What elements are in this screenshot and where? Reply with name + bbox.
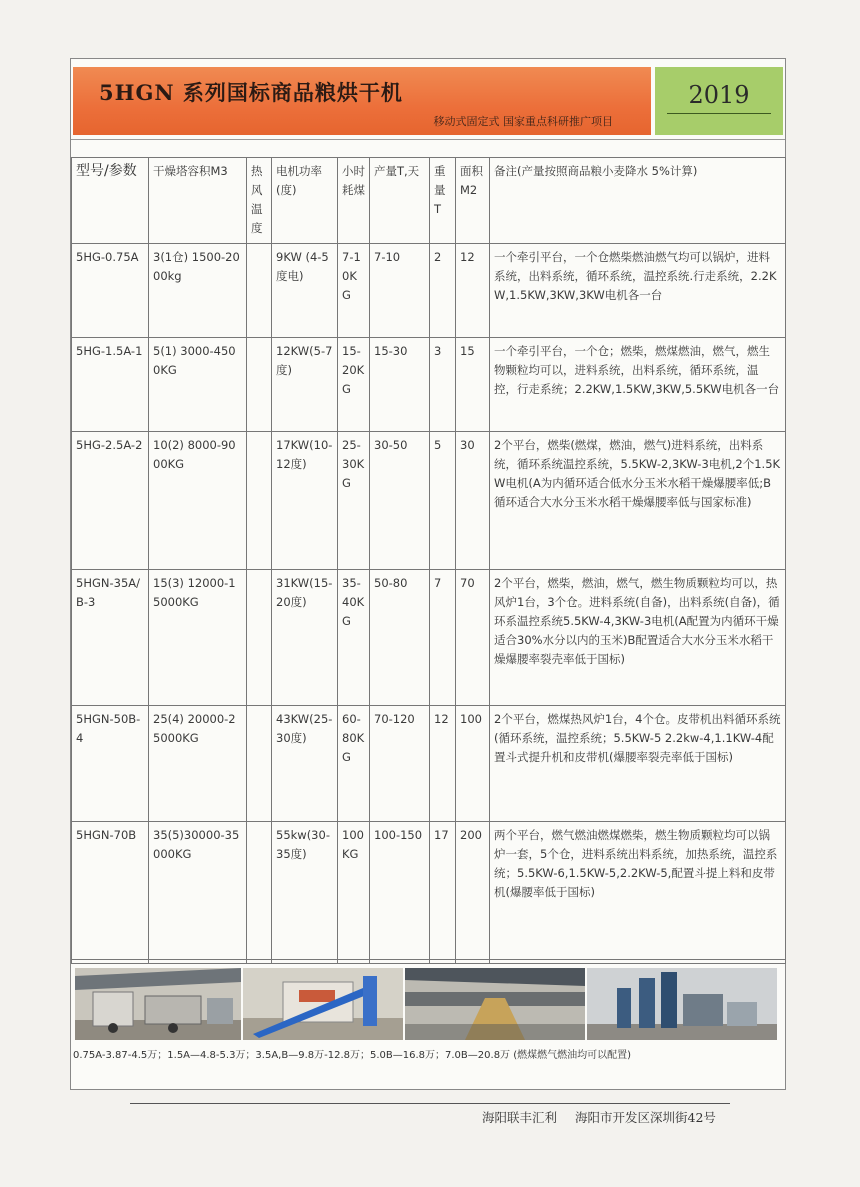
footer-address: 海阳市开发区深圳街42号 xyxy=(575,1110,716,1125)
cell-coal: 7-10KG xyxy=(338,244,370,338)
cell-notes: 一个牵引平台，一个仓；燃柴，燃煤燃油，燃气，燃生物颗粒均可以，进料系统，出料系统，循环系统，温控，行走系统；2.2KW,1.5KW,3KW,5.5KW电机各一台 xyxy=(490,338,786,432)
cell-coal: 100KG xyxy=(338,822,370,964)
cell-volume: 35(5)30000-35000KG xyxy=(149,822,247,964)
table-header-row xyxy=(72,158,786,244)
cell-output: 70-120 xyxy=(370,706,430,822)
cell-area: 70 xyxy=(456,570,490,706)
cell-area: 100 xyxy=(456,706,490,822)
table-row xyxy=(72,822,786,964)
cell-output: 100-150 xyxy=(370,822,430,964)
table-row xyxy=(72,432,786,570)
table-row xyxy=(72,570,786,706)
document-sheet xyxy=(70,58,786,1090)
cell-temperature xyxy=(247,822,272,964)
cell-volume: 3(1仓) 1500-2000kg xyxy=(149,244,247,338)
cell-coal: 15-20KG xyxy=(338,338,370,432)
cell-temperature xyxy=(247,432,272,570)
year-label: 2019 xyxy=(688,81,750,109)
cell-coal: 35-40KG xyxy=(338,570,370,706)
cell-model: 5HGN-35A/B-3 xyxy=(72,570,149,706)
year-box xyxy=(655,67,783,135)
cell-power: 17KW(10-12度) xyxy=(272,432,338,570)
cell-temperature xyxy=(247,338,272,432)
cell-coal: 25-30KG xyxy=(338,432,370,570)
col-header-power: 电机功率(度) xyxy=(272,158,338,244)
cell-temperature xyxy=(247,706,272,822)
table-row xyxy=(72,244,786,338)
col-header-notes: 备注(产量按照商品粮小麦降水 5%计算) xyxy=(490,158,786,244)
footer xyxy=(482,1108,734,1126)
cell-model: 5HG-2.5A-2 xyxy=(72,432,149,570)
cell-model: 5HGN-50B-4 xyxy=(72,706,149,822)
col-header-temperature: 热风温度 xyxy=(247,158,272,244)
cell-coal: 60-80KG xyxy=(338,706,370,822)
product-photo-strip xyxy=(71,959,785,1061)
table-row xyxy=(72,706,786,822)
cell-output: 15-30 xyxy=(370,338,430,432)
cell-notes: 一个牵引平台，一个仓燃柴燃油燃气均可以锅炉，进料系统，出料系统，循环系统，温控系统.行走系统，2.2KW,1.5KW,3KW,3KW电机各一台 xyxy=(490,244,786,338)
col-header-output: 产量T,天 xyxy=(370,158,430,244)
col-header-model: 型号/参数 xyxy=(72,158,149,244)
footer-divider xyxy=(130,1103,730,1104)
cell-volume: 15(3) 12000-15000KG xyxy=(149,570,247,706)
product-photo-3 xyxy=(405,968,585,1040)
header xyxy=(71,59,785,140)
cell-area: 15 xyxy=(456,338,490,432)
cell-volume: 25(4) 20000-25000KG xyxy=(149,706,247,822)
cell-area: 30 xyxy=(456,432,490,570)
cell-weight: 3 xyxy=(430,338,456,432)
cell-power: 55kw(30-35度) xyxy=(272,822,338,964)
product-photo-2 xyxy=(243,968,403,1040)
col-header-area: 面积M2 xyxy=(456,158,490,244)
cell-weight: 5 xyxy=(430,432,456,570)
cell-volume: 10(2) 8000-9000KG xyxy=(149,432,247,570)
cell-weight: 7 xyxy=(430,570,456,706)
spec-table xyxy=(71,157,786,964)
footer-company: 海阳联丰汇利 xyxy=(482,1110,558,1125)
page-title: 5HGN 系列国标商品粮烘干机 xyxy=(99,80,403,105)
cell-weight: 17 xyxy=(430,822,456,964)
col-header-coal: 小时耗煤 xyxy=(338,158,370,244)
col-header-volume: 干燥塔容积M3 xyxy=(149,158,247,244)
page-subtitle: 移动式固定式 国家重点科研推广项目 xyxy=(433,115,613,128)
cell-output: 7-10 xyxy=(370,244,430,338)
cell-area: 12 xyxy=(456,244,490,338)
cell-temperature xyxy=(247,244,272,338)
cell-model: 5HGN-70B xyxy=(72,822,149,964)
cell-output: 30-50 xyxy=(370,432,430,570)
cell-notes: 2个平台，燃柴，燃油，燃气，燃生物质颗粒均可以，热风炉1台，3个仓。进料系统(自备)，出料系统(自备)，循环系温控系统5.5KW-4,3KW-3电机(A配置为内循环干燥适合30%水分以内的玉米)B配置适合大水分玉米水稻干燥爆腰率裂壳率低于国标) xyxy=(490,570,786,706)
cell-output: 50-80 xyxy=(370,570,430,706)
cell-notes: 2个平台，燃柴(燃煤，燃油，燃气)进料系统，出料系统，循环系统温控系统，5.5KW-2,3KW-3电机,2个1.5KW电机(A为内循环适合低水分玉米水稻干燥爆腰率低;B循环适合大水分玉米水稻干燥爆腰率低与国家标准) xyxy=(490,432,786,570)
cell-power: 12KW(5-7度) xyxy=(272,338,338,432)
cell-volume: 5(1) 3000-4500KG xyxy=(149,338,247,432)
cell-weight: 12 xyxy=(430,706,456,822)
cell-notes: 两个平台，燃气燃油燃煤燃柴，燃生物质颗粒均可以锅炉一套，5个仓，进料系统出料系统，加热系统，温控系统；5.5KW-6,1.5KW-5,2.2KW-5,配置斗提上料和皮带机(爆腰率低于国标) xyxy=(490,822,786,964)
year-underline xyxy=(667,113,771,114)
title-banner xyxy=(73,67,651,135)
cell-power: 9KW (4-5度电) xyxy=(272,244,338,338)
price-list: 0.75A-3.87-4.5万；1.5A—4.8-5.3万；3.5A,B—9.8万-12.8万；5.0B—16.8万；7.0B—20.8万 (燃煤燃气燃油均可以配置) xyxy=(73,1050,632,1061)
cell-model: 5HG-0.75A xyxy=(72,244,149,338)
product-photo-4 xyxy=(587,968,777,1040)
cell-model: 5HG-1.5A-1 xyxy=(72,338,149,432)
col-header-weight: 重量T xyxy=(430,158,456,244)
product-photo-1 xyxy=(75,968,241,1040)
cell-weight: 2 xyxy=(430,244,456,338)
cell-power: 31KW(15-20度) xyxy=(272,570,338,706)
table-row xyxy=(72,338,786,432)
cell-power: 43KW(25-30度) xyxy=(272,706,338,822)
cell-area: 200 xyxy=(456,822,490,964)
cell-temperature xyxy=(247,570,272,706)
cell-notes: 2个平台，燃煤热风炉1台，4个仓。皮带机出料循环系统(循环系统，温控系统；5.5KW-5 2.2kw-4,1.1KW-4配置斗式提升机和皮带机(爆腰率裂壳率低于国标) xyxy=(490,706,786,822)
